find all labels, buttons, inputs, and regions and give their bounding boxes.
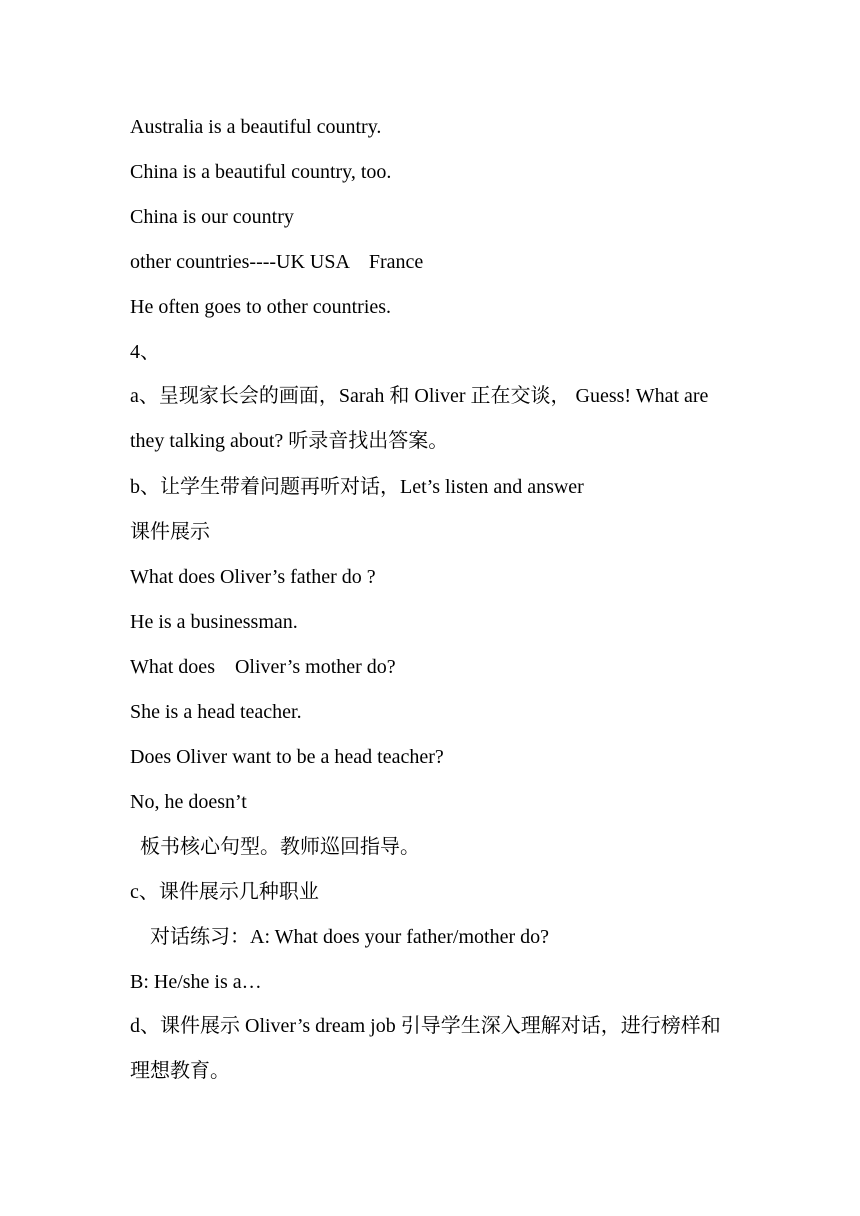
text-line-c: c、课件展示几种职业 [130,881,319,903]
text-line-question-mother: What does Oliver’s mother do? [130,656,396,678]
text-line-question-oliver: Does Oliver want to be a head teacher? [130,746,444,768]
text-line-answer-mother: She is a head teacher. [130,701,302,723]
text-line-answer-father: He is a businessman. [130,611,298,633]
text-line-question-father: What does Oliver’s father do ? [130,566,376,588]
text-line-3: China is our country [130,206,294,228]
text-line-b: b、让学生带着问题再听对话，Let’s listen and answer [130,476,584,498]
text-line-dialogue: 对话练习：A: What does your father/mother do? [130,926,549,948]
text-line-board: 板书核心句型。教师巡回指导。 [130,836,420,858]
text-line-4: other countries----UK USA France [130,251,424,273]
text-line-courseware: 课件展示 [130,521,210,543]
text-line-1: Australia is a beautiful country. [130,116,382,138]
text-line-b-answer: B: He/she is a… [130,971,262,993]
text-paragraph-a: a、呈现家长会的画面，Sarah 和 Oliver 正在交谈， Guess! What are they talking about? 听录音找出答案。 [130,385,709,452]
text-paragraph-d: d、课件展示 Oliver’s dream job 引导学生深入理解对话，进行榜样和理想教育。 [130,1015,721,1082]
text-line-5: He often goes to other countries. [130,296,392,318]
text-line-2: China is a beautiful country, too. [130,161,392,183]
text-line-6: 4、 [130,341,160,363]
text-line-answer-oliver: No, he doesn’t [130,791,247,813]
